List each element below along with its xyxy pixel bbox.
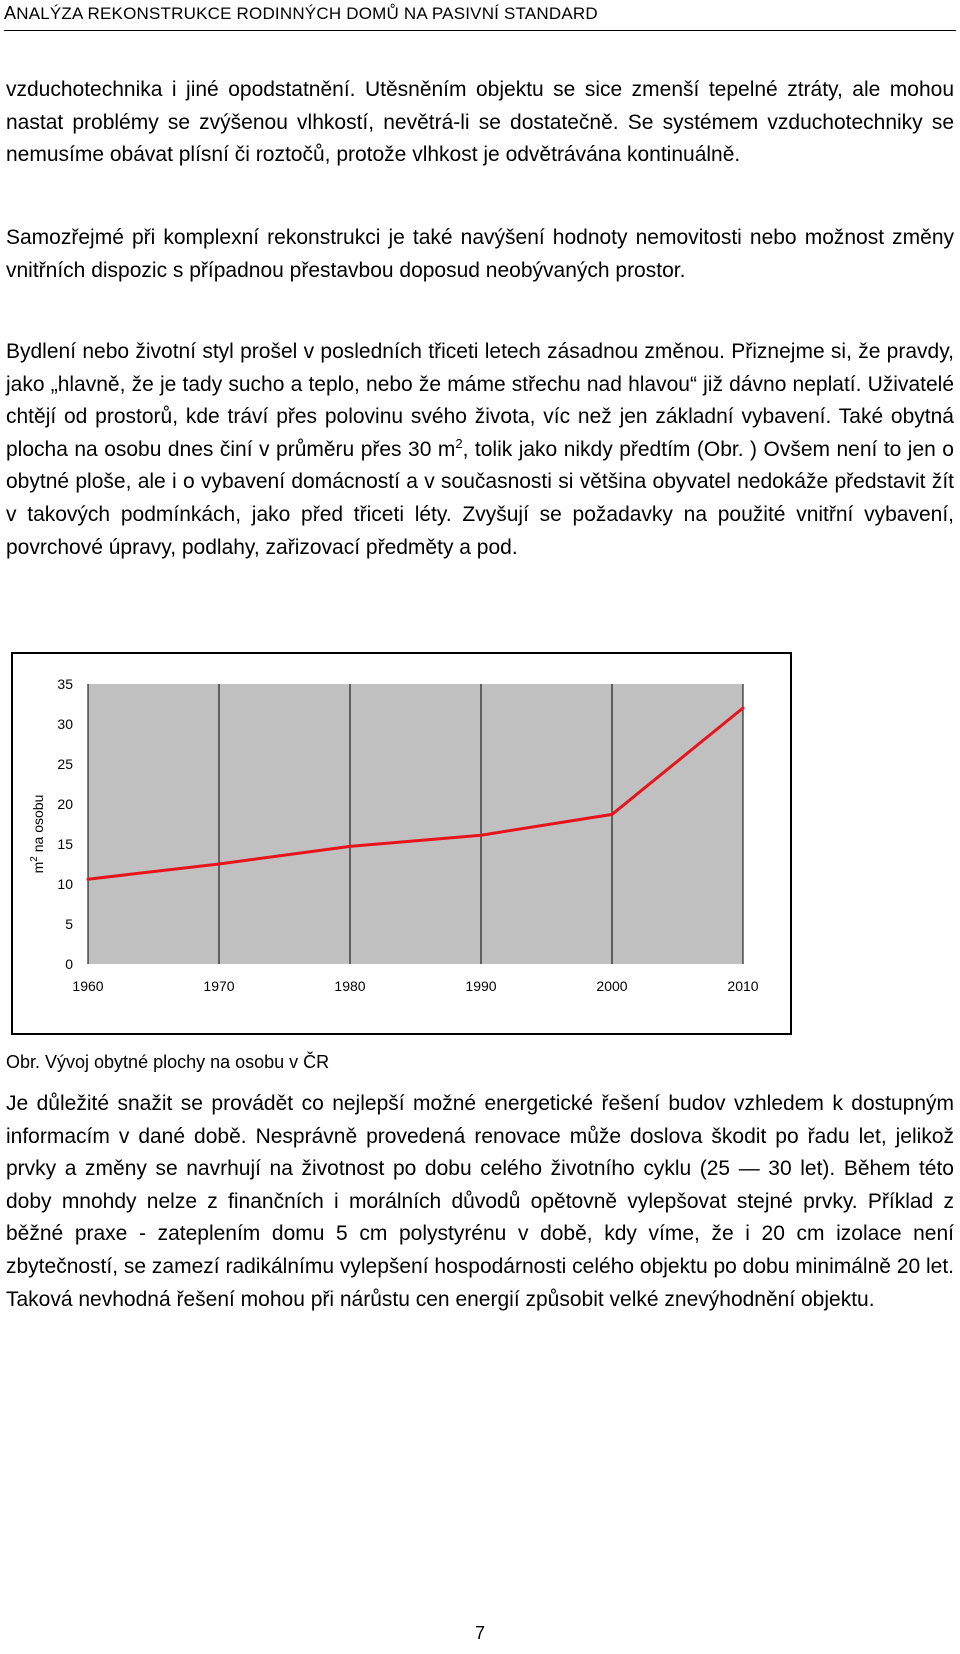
y-tick-label-5: 5 <box>65 916 73 932</box>
line-chart <box>13 654 790 1033</box>
y-tick-label-10: 10 <box>57 876 73 892</box>
y-axis-label: $m^2$ na osobu <box>29 794 46 874</box>
x-tick-label-1980: 1980 <box>334 978 366 994</box>
y-tick-label-20: 20 <box>57 796 73 812</box>
paragraph-3 <box>6 336 954 564</box>
paragraph-3-part-a: Bydlení nebo životní styl prošel v posledních třiceti letech zásadnou změnou. Přiznejme si, že pravdy, jako „hlavně, že je tady sucho a teplo, nebo že máme střechu nad hlavou“ již dávno neplatí. Uživatelé chtějí od prostorů, kde tráví přes polovinu svého života, víc než jen základní vybavení. Také obytná plocha na osobu dnes činí v průměru přes 30 m <box>6 340 954 461</box>
data-point-1990 <box>480 834 483 837</box>
y-tick-label-30: 30 <box>57 716 73 732</box>
x-tick-label-2000: 2000 <box>596 978 628 994</box>
page-number: 7 <box>474 1623 485 1643</box>
x-tick-label-1960: 1960 <box>72 978 104 994</box>
data-point-1980 <box>349 845 352 848</box>
paragraph-3-part-b: , tolik jako nikdy předtím (Obr. ) Ovšem není to jen o obytné ploše, ale i o vybavení domácností a v současnosti si většina obyvatel nedokáže představit žít v takových podmínkách, jako před třiceti léty. Zvyšují se požadavky na použité vnitřní vybavení, povrchové úpravy, podlahy, zařizovací předměty a pod. <box>6 437 954 559</box>
superscript: 2 <box>455 435 463 451</box>
x-tick-label-2010: 2010 <box>727 978 759 994</box>
data-point-2010 <box>742 707 745 710</box>
running-header <box>4 0 956 31</box>
header-text: NALÝZA REKONSTRUKCE RODINNÝCH DOMŮ NA PASIVNÍ STANDARD <box>16 4 598 23</box>
data-point-1960 <box>87 878 90 881</box>
y-tick-label-35: 35 <box>57 676 73 692</box>
data-point-2000 <box>611 813 614 816</box>
paragraph-4: Je důležité snažit se provádět co nejlepší možné energetické řešení budov vzhledem k dostupným informacím v dané době. Nesprávně provedená renovace může doslova škodit po řadu let, jelikož prvky a změny se navrhují na životnost po dobu celého životního cyklu (25 — 30 let). Během této doby mnohdy nelze z finančních i morálních důvodů opětovně vylepšovat stejné prvky. Příklad z běžné praxe - zateplením domu 5 cm polystyrénu v době, kdy víme, že i 20 cm izolace není zbytečností, se zamezí radikálnímu vylepšení hospodárnosti celého objektu po dobu minimálně 20 let. Taková nevhodná řešení mohou při nárůstu cen energií způsobit velké znevýhodnění objektu. <box>6 1092 954 1311</box>
chart-frame <box>11 652 792 1035</box>
y-tick-label-15: 15 <box>57 836 73 852</box>
y-tick-label-0: 0 <box>65 956 73 972</box>
y-tick-label-25: 25 <box>57 756 73 772</box>
paragraph-2: Samozřejmé při komplexní rekonstrukci je také navýšení hodnoty nemovitosti nebo možnost změny vnitřních dispozic s případnou přestavbou doposud neobývaných prostor. <box>6 226 954 282</box>
x-tick-label-1990: 1990 <box>465 978 497 994</box>
x-tick-label-1970: 1970 <box>203 978 235 994</box>
figure-caption: Obr. Vývoj obytné plochy na osobu v ČR <box>6 1052 330 1072</box>
data-point-1970 <box>218 863 221 866</box>
header-first-letter: A <box>4 3 17 23</box>
paragraph-1: vzduchotechnika i jiné opodstatnění. Utěsněním objektu se sice zmenší tepelné ztráty, ale mohou nastat problémy se zvýšenou vlhkostí, nevětrá-li se dostatečně. Se systémem vzduchotechniky se nemusíme obávat plísní či roztočů, protože vlhkost je odvětrávána kontinuálně. <box>6 78 954 167</box>
plot-area <box>88 684 743 964</box>
